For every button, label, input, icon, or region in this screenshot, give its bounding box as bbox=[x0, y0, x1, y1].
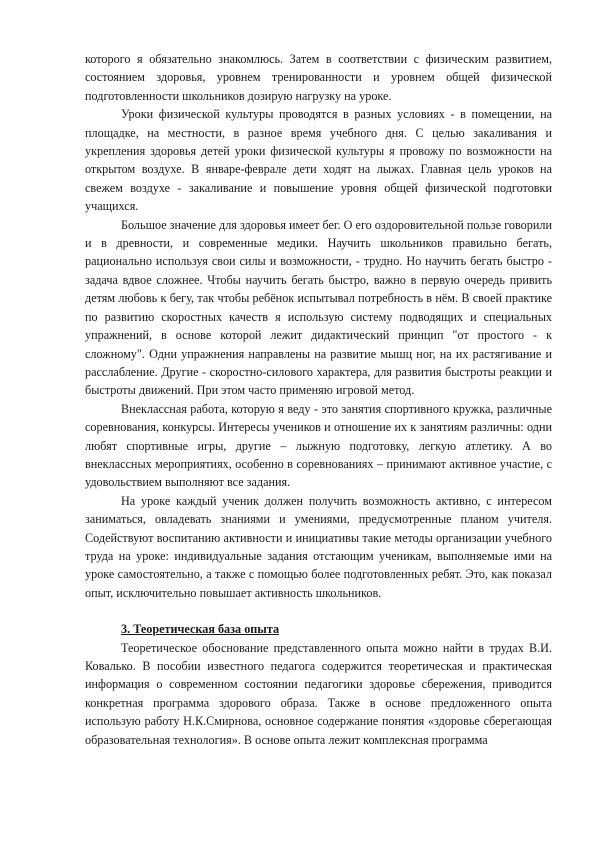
paragraph-theory: Теоретическое обоснование представленного опыта можно найти в трудах В.И. Ковалько. В пособии известного педагога содержится теоретическая и практическая информация о современном состоянии педагогики здоровье сбережения, приводится конкретная программа здорового образа. Также в основе предложенного опыта использую работу Н.К.Смирнова, основное содержание понятия «здоровье сберегающая образовательная технология». В основе опыта лежит комплексная программа bbox=[85, 640, 552, 747]
section-heading: 3. Теоретическая база опыта bbox=[121, 622, 280, 637]
paragraph-running: Большое значение для здоровья имеет бег. О его оздоровительной пользе говорили и в древности, и современные медики. Научить школьников правильно бегать, рационально используя свои силы и возможности, - трудно. Но научить бегать быстро - задача вдвое сложнее. Чтобы научить бегать быстро, важно в первую очередь привить детям любовь к бегу, так чтобы ребёнок испытывал потребность в нём. В своей практике по развитию скоростных качеств я использую систему подводящих и специальных упражнений, в основе которой лежит дидактический принцип "от простого - к сложному". Одни упражнения направлены на развитие мышц ног, на их растягивание и расслабление. Другие - скоростно-силового характера, для развития быстроты реакции и быстроты движений. При этом часто применяю игровой метод. bbox=[85, 217, 552, 398]
paragraph-continuation: которого я обязательно знакомлюсь. Затем в соответствии с физическим развитием, состоянием здоровья, уровнем тренированности и уровнем общей физической подготовленности школьников дозирую нагрузку на уроке. bbox=[85, 52, 552, 103]
paragraph-lesson-conditions: Уроки физической культуры проводятся в разных условиях - в помещении, на площадке, на местности, в разное время учебного дня. С целью закаливания и укрепления здоровья детей уроки физической культуры я провожу по возможности на открытом воздухе. В январе-феврале дети ходят на лыжах. Главная цель уроков на свежем воздухе - закаливание и повышение уровня общей физической подготовки учащихся. bbox=[85, 107, 552, 214]
paragraph-extracurricular: Внеклассная работа, которую я веду - это занятия спортивного кружка, различные соревнования, конкурсы. Интересы учеников и отношение их к занятиям различны: одни любят спортивные игры, другие – лыжную подготовку, легкую атлетику. А во внеклассных мероприятиях, особенно в соревнованиях – принимают активное участие, с удовольствием выполняют все задания. bbox=[85, 401, 552, 490]
paragraph-activity: На уроке каждый ученик должен получить возможность активно, с интересом заниматься, овладевать знаниями и умениями, предусмотренные планом учителя. Содействуют воспитанию активности и инициативы такие методы организации учебного труда на уроке: индивидуальные задания отстающим ученикам, выполняемые ими на уроке самостоятельно, а также с помощью более подготовленных ребят. Это, как показал опыт, исключительно повышает активность школьников. bbox=[85, 493, 552, 600]
section-spacer bbox=[85, 602, 552, 620]
